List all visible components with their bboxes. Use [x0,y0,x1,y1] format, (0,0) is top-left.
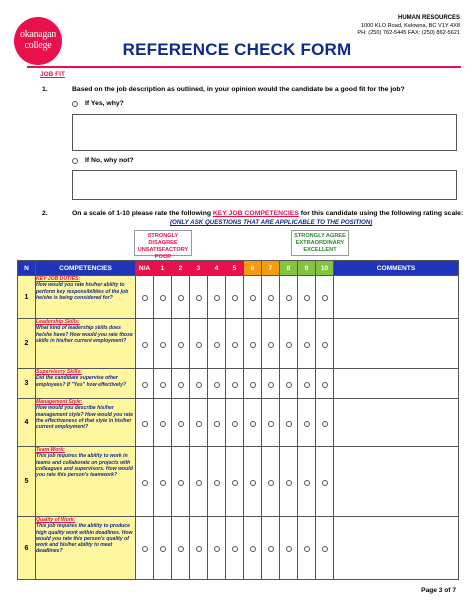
rating-radio[interactable] [286,382,292,388]
department-name: HUMAN RESOURCES [397,15,460,21]
rating-cell-10[interactable] [316,399,334,447]
rating-cell-8[interactable] [280,319,298,369]
rating-cell-7[interactable] [262,369,280,399]
competency-title: Management Style: [36,399,83,405]
rating-cell-8[interactable] [280,447,298,517]
department-contact-block [357,15,460,38]
row-number: 5 [18,447,36,517]
scale-low-legend [134,230,192,260]
rating-radio[interactable] [268,382,274,388]
comments-cell[interactable] [334,517,459,580]
rating-radio[interactable] [142,382,148,388]
rating-radio[interactable] [142,480,148,486]
rating-radio[interactable] [322,295,328,301]
rating-cell-9[interactable] [298,369,316,399]
rating-cell-7[interactable] [262,399,280,447]
rating-radio[interactable] [196,480,202,486]
scale-high-line-2: EXTRAORDINARY [295,240,345,246]
question-2-subnote: (ONLY ASK QUESTIONS THAT ARE APPLICABLE TO THE POSITION) [170,219,373,226]
table-row [18,319,459,369]
header-rating-1: 1 [154,261,172,276]
scale-low-line-2: UNSATISFACTORY [137,247,189,253]
rating-radio[interactable] [178,295,184,301]
header-rating-9: 9 [298,261,316,276]
rating-radio[interactable] [214,342,220,348]
rating-radio[interactable] [196,421,202,427]
header-rating-7: 7 [262,261,280,276]
rating-cell-9[interactable] [298,517,316,580]
rating-cell-9[interactable] [298,319,316,369]
competency-text: This job requires the ability to work in teams and collaborate on projects with colleagues and supervisors. How would you rate this person's teamwork? [36,453,133,479]
rating-cell-8[interactable] [280,369,298,399]
comments-cell[interactable] [334,276,459,319]
rating-radio[interactable] [178,421,184,427]
header-rating-5: 5 [226,261,244,276]
rating-radio[interactable] [232,295,238,301]
scale-high-legend [291,230,349,256]
comments-cell[interactable] [334,399,459,447]
question-2-text [72,210,463,217]
rating-cell-2[interactable] [172,319,190,369]
rating-cell-4[interactable] [208,276,226,319]
competency-cell [36,369,136,399]
form-title: REFERENCE CHECK FORM [122,40,352,59]
rating-radio[interactable] [304,546,310,552]
rating-cell-4[interactable] [208,447,226,517]
rating-radio[interactable] [214,480,220,486]
rating-cell-3[interactable] [190,319,208,369]
rating-radio[interactable] [286,295,292,301]
rating-radio[interactable] [250,480,256,486]
rating-radio[interactable] [214,421,220,427]
header-rating-6: 6 [244,261,262,276]
rating-cell-2[interactable] [172,276,190,319]
scale-high-line-1: STRONGLY AGREE [294,233,346,239]
rating-radio[interactable] [250,382,256,388]
scale-low-line-1: STRONGLY DISAGREE [147,233,179,246]
rating-cell-4[interactable] [208,369,226,399]
competency-rating-table [17,260,459,580]
header-rating-2: 2 [172,261,190,276]
department-phone-fax: PH: (250) 762-5445 FAX: (250) 862-5621 [357,30,460,37]
rating-cell-na[interactable] [136,319,154,369]
row-number: 2 [18,319,36,369]
rating-radio[interactable] [196,295,202,301]
rating-radio[interactable] [286,421,292,427]
rating-radio[interactable] [214,382,220,388]
row-number: 1 [18,276,36,319]
rating-radio[interactable] [160,342,166,348]
competency-text: What kind of leadership skills does he/she have? How would you rate those skills in his/her current employment? [36,325,133,344]
rating-cell-5[interactable] [226,399,244,447]
rating-cell-na[interactable] [136,369,154,399]
rating-radio[interactable] [160,295,166,301]
competency-cell [36,276,136,319]
logo-line-2: college [24,40,52,51]
competency-text: This job requires the ability to produce high quality work within deadlines. How would you rate this person's quality of work and his/her ability to meet deadlines? [36,523,133,555]
question-2-highlight: KEY JOB COMPETENCIES [212,210,299,217]
table-header-row [18,261,459,276]
rating-radio[interactable] [160,546,166,552]
row-number: 3 [18,369,36,399]
rating-cell-1[interactable] [154,447,172,517]
rating-radio[interactable] [160,480,166,486]
rating-cell-9[interactable] [298,399,316,447]
table-row [18,447,459,517]
header-rating-8: 8 [280,261,298,276]
rating-cell-8[interactable] [280,399,298,447]
competency-text: How would you describe his/her management style? How would you rate the effectiveness of that style in his/her current employment? [36,405,134,431]
yes-reason-field[interactable] [72,114,457,151]
rating-cell-na[interactable] [136,517,154,580]
option-yes-label: If Yes, why? [85,100,124,107]
rating-cell-10[interactable] [316,447,334,517]
rating-cell-10[interactable] [316,517,334,580]
rating-radio[interactable] [250,295,256,301]
rating-cell-1[interactable] [154,517,172,580]
rating-cell-10[interactable] [316,369,334,399]
rating-cell-1[interactable] [154,369,172,399]
rating-cell-3[interactable] [190,447,208,517]
rating-radio[interactable] [304,480,310,486]
competency-cell [36,399,136,447]
rating-radio[interactable] [142,421,148,427]
rating-radio[interactable] [268,421,274,427]
rating-radio[interactable] [250,546,256,552]
radio-yes[interactable] [72,101,78,107]
rating-cell-6[interactable] [244,517,262,580]
section-label-job-fit: JOB FIT [40,71,65,78]
table-row [18,517,459,580]
rating-cell-3[interactable] [190,399,208,447]
rating-radio[interactable] [322,421,328,427]
rating-cell-7[interactable] [262,276,280,319]
rating-cell-8[interactable] [280,517,298,580]
option-no-label: If No, why not? [85,157,134,164]
rating-radio[interactable] [160,382,166,388]
radio-no[interactable] [72,158,78,164]
page-number: Page 3 of 7 [421,587,456,594]
rating-radio[interactable] [178,546,184,552]
competency-text: Did the candidate supervise other employees? If "Yes" how effectively? [36,375,127,388]
rating-cell-10[interactable] [316,319,334,369]
competency-cell [36,517,136,580]
competency-title: Quality of Work: [36,517,76,523]
rating-radio[interactable] [178,382,184,388]
rating-radio[interactable] [286,546,292,552]
rating-radio[interactable] [142,546,148,552]
rating-cell-1[interactable] [154,319,172,369]
rating-cell-3[interactable] [190,276,208,319]
rating-radio[interactable] [322,480,328,486]
header-rating-3: 3 [190,261,208,276]
competency-title: Supervisory Skills: [36,369,82,375]
scale-high-line-3: EXCELLENT [303,247,337,253]
no-reason-field[interactable] [72,170,457,200]
option-yes[interactable] [72,100,124,107]
question-1-text: Based on the job description as outlined, in your opinion would the candidate be a good fit for the job? [72,86,405,93]
rating-cell-2[interactable] [172,369,190,399]
rating-cell-4[interactable] [208,319,226,369]
rating-radio[interactable] [142,295,148,301]
header-rating-4: 4 [208,261,226,276]
row-number: 4 [18,399,36,447]
rating-radio[interactable] [304,342,310,348]
option-no[interactable] [72,157,134,164]
rating-radio[interactable] [178,480,184,486]
comments-cell[interactable] [334,447,459,517]
rating-cell-3[interactable] [190,369,208,399]
rating-cell-1[interactable] [154,399,172,447]
table-row [18,369,459,399]
rating-radio[interactable] [196,546,202,552]
title-divider [27,66,461,68]
comments-cell[interactable] [334,369,459,399]
competency-title: Leadership Skills: [36,319,80,325]
rating-radio[interactable] [322,546,328,552]
comments-cell[interactable] [334,319,459,369]
rating-radio[interactable] [214,546,220,552]
competency-cell [36,319,136,369]
rating-cell-6[interactable] [244,399,262,447]
competency-cell [36,447,136,517]
department-address: 1000 KLO Road, Kelowna, BC V1Y 4X8 [360,22,460,29]
rating-cell-2[interactable] [172,447,190,517]
rating-cell-8[interactable] [280,276,298,319]
logo-line-1: okanagan [20,29,56,40]
rating-radio[interactable] [286,342,292,348]
rating-cell-5[interactable] [226,319,244,369]
header-n: N [18,261,36,276]
rating-cell-6[interactable] [244,447,262,517]
rating-cell-6[interactable] [244,369,262,399]
rating-cell-na[interactable] [136,399,154,447]
rating-cell-2[interactable] [172,399,190,447]
rating-radio[interactable] [232,421,238,427]
rating-radio[interactable] [232,546,238,552]
rating-cell-na[interactable] [136,276,154,319]
header-competencies: COMPETENCIES [36,261,136,276]
rating-cell-3[interactable] [190,517,208,580]
rating-radio[interactable] [322,382,328,388]
rating-cell-5[interactable] [226,517,244,580]
rating-radio[interactable] [142,342,148,348]
competency-title: Team Work: [36,447,65,453]
header-comments: COMMENTS [334,261,459,276]
rating-cell-2[interactable] [172,517,190,580]
rating-cell-6[interactable] [244,276,262,319]
question-2-number: 2. [42,210,48,217]
rating-cell-7[interactable] [262,447,280,517]
rating-cell-1[interactable] [154,276,172,319]
rating-radio[interactable] [304,421,310,427]
rating-cell-7[interactable] [262,319,280,369]
rating-cell-5[interactable] [226,369,244,399]
rating-radio[interactable] [286,480,292,486]
scale-low-line-3: POOR [154,254,172,260]
rating-cell-9[interactable] [298,276,316,319]
rating-radio[interactable] [196,382,202,388]
rating-cell-4[interactable] [208,517,226,580]
rating-radio[interactable] [250,342,256,348]
rating-cell-9[interactable] [298,447,316,517]
rating-radio[interactable] [322,342,328,348]
rating-cell-7[interactable] [262,517,280,580]
table-row [18,399,459,447]
competency-text: How would you rate his/her ability to perform key responsibilities of the job he/she is being considered for? [36,282,129,301]
rating-radio[interactable] [250,421,256,427]
question-2-text-end: for this candidate using the following rating scale: [298,210,464,217]
rating-radio[interactable] [268,342,274,348]
row-number: 6 [18,517,36,580]
rating-radio[interactable] [304,295,310,301]
rating-cell-na[interactable] [136,447,154,517]
table-row [18,276,459,319]
rating-radio[interactable] [232,342,238,348]
question-2-text-start: On a scale of 1-10 please rate the following [72,210,213,217]
competency-title: KEY JOB DUTIES: [36,276,81,282]
rating-cell-10[interactable] [316,276,334,319]
rating-radio[interactable] [304,382,310,388]
rating-radio[interactable] [268,546,274,552]
rating-cell-5[interactable] [226,276,244,319]
rating-radio[interactable] [196,342,202,348]
rating-cell-4[interactable] [208,399,226,447]
rating-radio[interactable] [232,382,238,388]
rating-radio[interactable] [268,480,274,486]
header-rating-na: N/A [136,261,154,276]
rating-radio[interactable] [214,295,220,301]
rating-cell-6[interactable] [244,319,262,369]
rating-radio[interactable] [232,480,238,486]
rating-cell-5[interactable] [226,447,244,517]
rating-radio[interactable] [178,342,184,348]
rating-radio[interactable] [160,421,166,427]
question-1-number: 1. [42,86,48,93]
rating-radio[interactable] [268,295,274,301]
header-rating-10: 10 [316,261,334,276]
